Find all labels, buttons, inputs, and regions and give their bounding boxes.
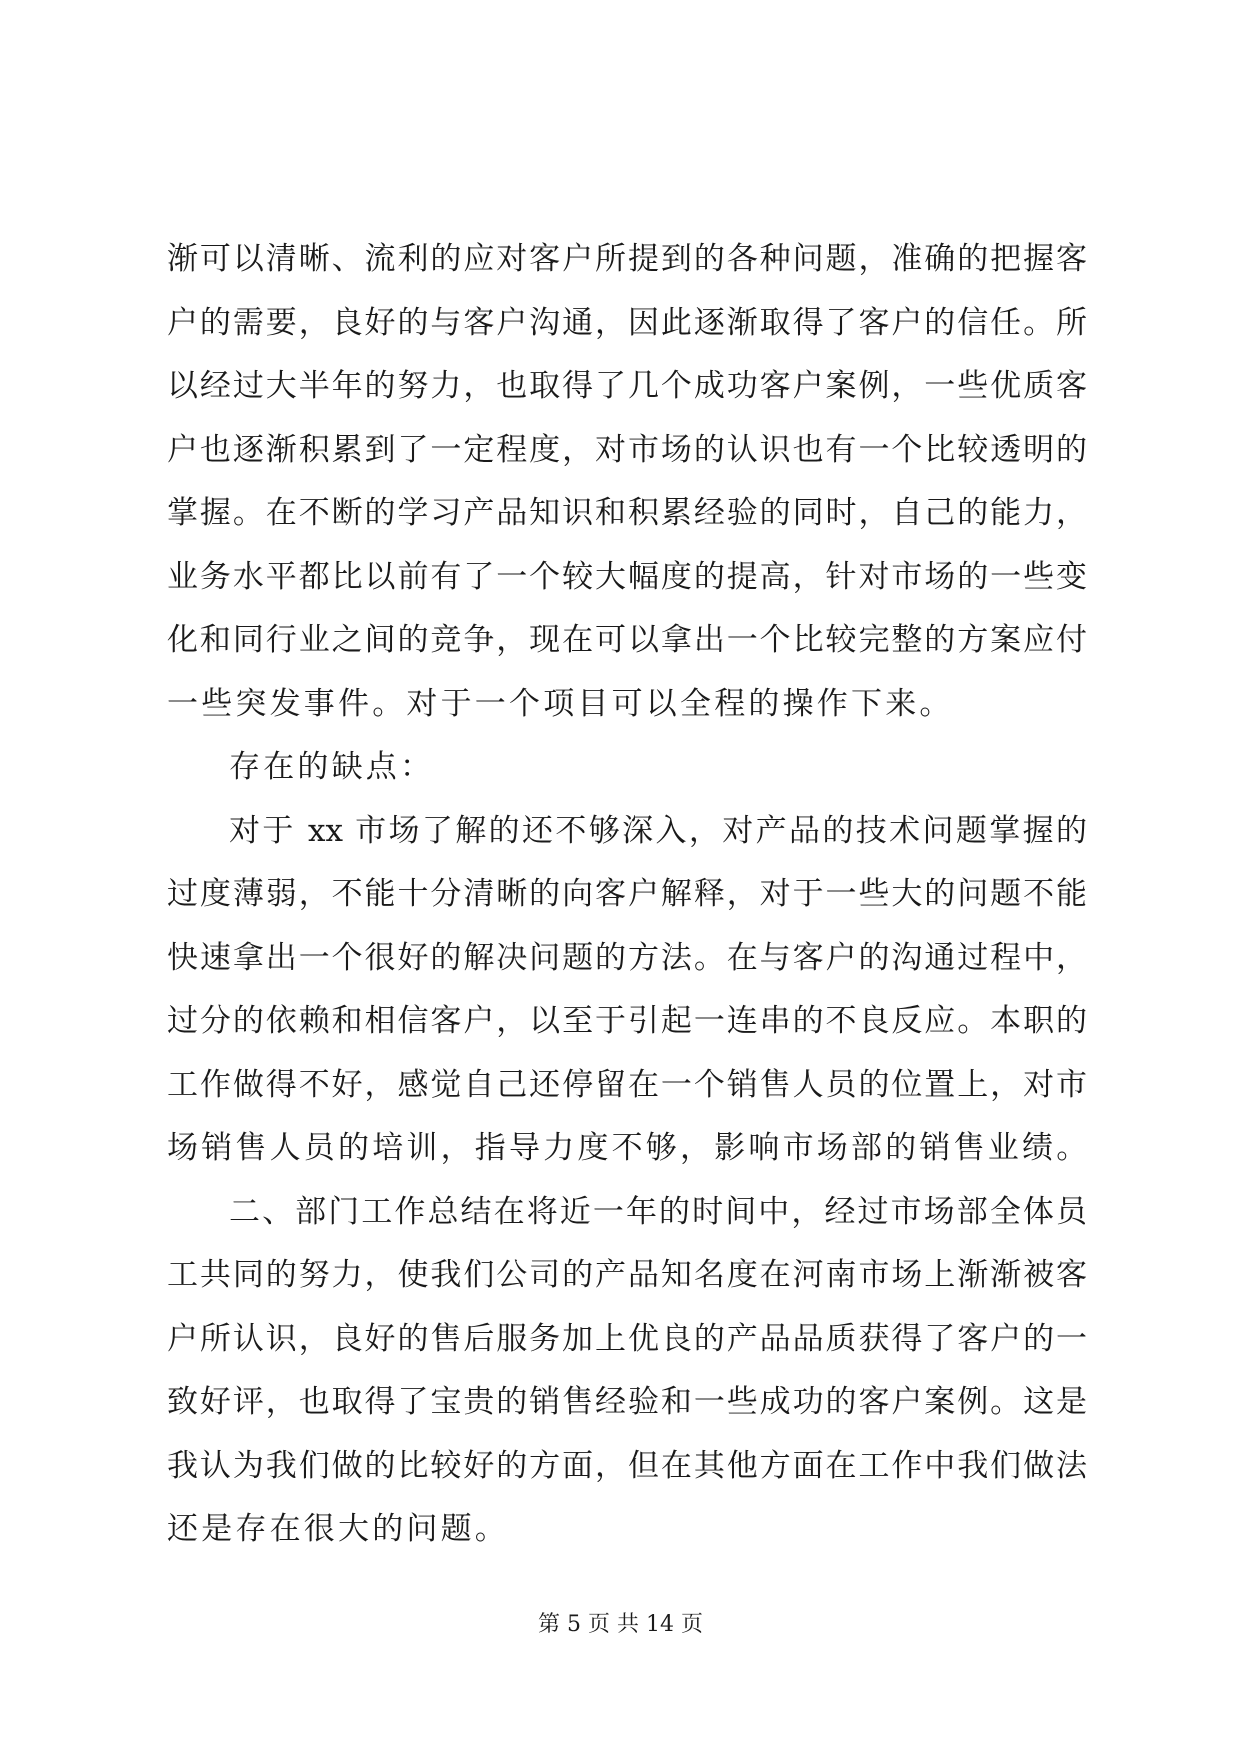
text-line: 工作做得不好，感觉自己还停留在一个销售人员的位置上，对市 — [167, 1066, 1087, 1103]
text-line: 存在的缺点： — [229, 749, 435, 785]
page-number-footer: 第 5 页 共 14 页 — [538, 1612, 703, 1637]
text-line: 对于 xx 市场了解的还不够深入，对产品的技术问题掌握的 — [229, 812, 1087, 849]
text-line: 以经过大半年的努力，也取得了几个成功客户案例，一些优质客 — [167, 368, 1087, 404]
document-body — [167, 228, 1091, 1562]
text-line: 一些突发事件。对于一个项目可以全程的操作下来。 — [167, 685, 954, 722]
text-line: 还是存在很大的问题。 — [167, 1511, 509, 1547]
text-line: 业务水平都比以前有了一个较大幅度的提高，针对市场的一些变 — [167, 558, 1087, 595]
text-line: 户所认识，良好的售后服务加上优良的产品品质获得了客户的一 — [167, 1320, 1087, 1357]
text-line: 化和同行业之间的竞争，现在可以拿出一个比较完整的方案应付 — [167, 622, 1087, 658]
text-line: 二、部门工作总结在将近一年的时间中，经过市场部全体员 — [229, 1193, 1087, 1230]
text-line: 过度薄弱，不能十分清晰的向客户解释，对于一些大的问题不能 — [167, 876, 1087, 912]
text-line: 致好评，也取得了宝贵的销售经验和一些成功的客户案例。这是 — [167, 1384, 1087, 1420]
text-line: 掌握。在不断的学习产品知识和积累经验的同时，自己的能力， — [167, 495, 1087, 531]
text-line: 户的需要，良好的与客户沟通，因此逐渐取得了客户的信任。所 — [167, 304, 1087, 341]
text-line: 快速拿出一个很好的解决问题的方法。在与客户的沟通过程中， — [167, 939, 1087, 976]
text-line: 过分的依赖和相信客户，以至于引起一连串的不良反应。本职的 — [167, 1003, 1087, 1039]
text-line: 渐可以清晰、流利的应对客户所提到的各种问题，准确的把握客 — [167, 241, 1087, 277]
text-line: 工共同的努力，使我们公司的产品知名度在河南市场上渐渐被客 — [167, 1257, 1087, 1293]
text-line: 户也逐渐积累到了一定程度，对市场的认识也有一个比较透明的 — [167, 431, 1087, 468]
text-line: 我认为我们做的比较好的方面，但在其他方面在工作中我们做法 — [167, 1447, 1087, 1484]
text-line: 场销售人员的培训，指导力度不够，影响市场部的销售业绩。 — [167, 1130, 1091, 1166]
